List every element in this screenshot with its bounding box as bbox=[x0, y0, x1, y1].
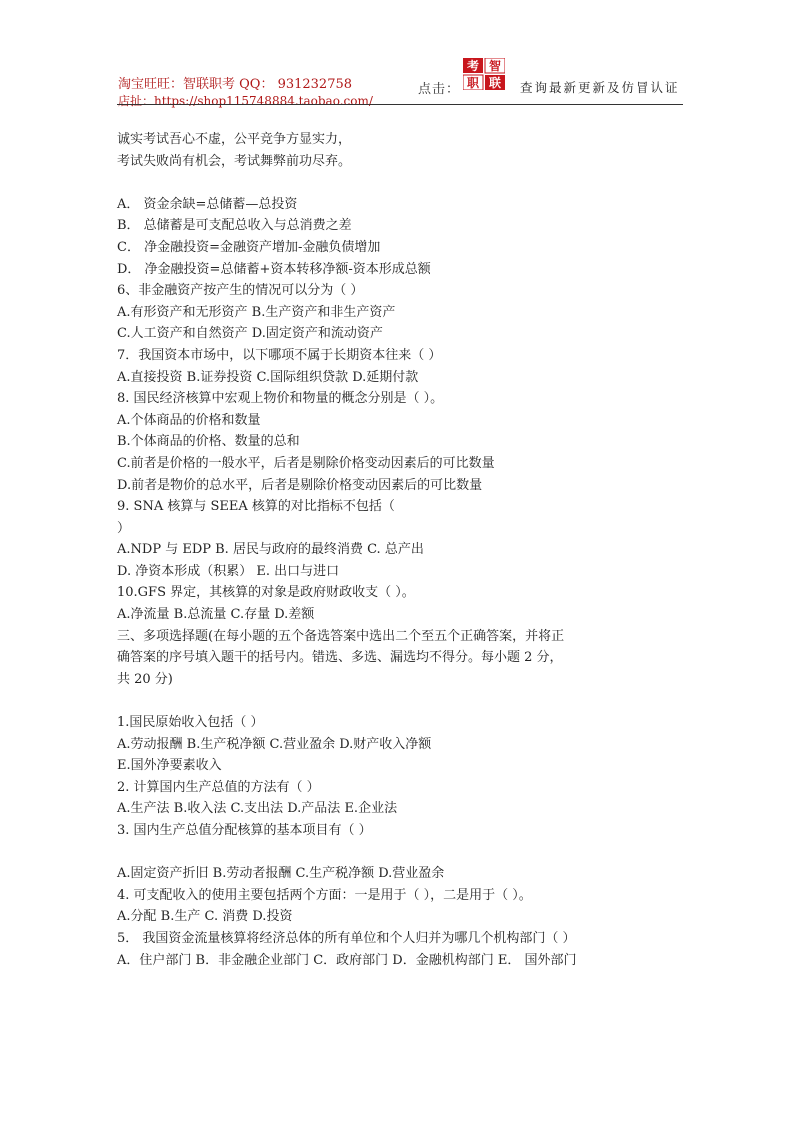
click-label: 点击： bbox=[418, 82, 461, 97]
text-line: 确答案的序号填入题干的括号内。错选、多选、漏选均不得分。每小题 2 分， bbox=[117, 650, 563, 666]
zhilian-logo[interactable] bbox=[463, 58, 505, 90]
text-line: A． 资金余缺=总储蓄—总投资 bbox=[117, 196, 298, 212]
text-line: 10.GFS 界定，其核算的对象是政府财政收支（ ）。 bbox=[117, 585, 415, 601]
text-line: E.国外净要素收入 bbox=[117, 758, 222, 774]
text-line: A.NDP 与 EDP B. 居民与政府的最终消费 C. 总产出 bbox=[117, 542, 424, 558]
text-line: A.有形资产和无形资产 B.生产资产和非生产资产 bbox=[117, 304, 396, 320]
text-line: C． 净金融投资=金融资产增加-金融负债增加 bbox=[117, 239, 381, 255]
text-line: A.生产法 B.收入法 C.支出法 D.产品法 E.企业法 bbox=[117, 801, 398, 817]
logo-char-d: 联 bbox=[488, 76, 502, 90]
text-line: 7．我国资本市场中，以下哪项不属于长期资本往来（ ） bbox=[117, 347, 442, 363]
text-line: 三、多项选择题(在每小题的五个备选答案中选出二个至五个正确答案，并将正 bbox=[117, 628, 565, 644]
text-line: 5． 我国资金流量核算将经济总体的所有单位和个人归并为哪几个机构部门（ ） bbox=[117, 930, 576, 946]
text-line: 9. SNA 核算与 SEEA 核算的对比指标不包括（ bbox=[117, 499, 395, 515]
text-line: 6、非金融资产按产生的情况可以分为（ ） bbox=[117, 283, 364, 299]
text-line: A.固定资产折旧 B.劳动者报酬 C.生产税净额 D.营业盈余 bbox=[117, 866, 445, 882]
logo-char-a: 考 bbox=[466, 59, 480, 73]
text-line: D.前者是物价的总水平，后者是剔除价格变动因素后的可比数量 bbox=[117, 477, 483, 493]
text-line: D． 净金融投资=总储蓄+资本转移净额-资本形成总额 bbox=[117, 261, 431, 277]
text-line: 2. 计算国内生产总值的方法有（ ） bbox=[117, 779, 320, 795]
text-line: C.人工资产和自然资产 D.固定资产和流动资产 bbox=[117, 326, 383, 342]
blank-line bbox=[117, 842, 677, 864]
text-line: A.分配 B.生产 C. 消费 D.投资 bbox=[117, 909, 293, 925]
text-line: 8. 国民经济核算中宏观上物价和物量的概念分别是（ ）。 bbox=[117, 391, 444, 407]
text-line: 3. 国内生产总值分配核算的基本项目有（ ） bbox=[117, 823, 372, 838]
text-line: 共 20 分) bbox=[117, 671, 173, 687]
text-line: 诚实考试吾心不虚，公平竞争方显实力， bbox=[117, 132, 352, 147]
text-line: A.净流量 B.总流量 C.存量 D.差额 bbox=[117, 607, 315, 623]
text-line: B.个体商品的价格、数量的总和 bbox=[117, 434, 300, 450]
text-line: D. 净资本形成（积累） E. 出口与进口 bbox=[117, 563, 340, 579]
document-body bbox=[117, 129, 677, 971]
logo-char-b: 智 bbox=[488, 59, 502, 73]
header-contact-line: 淘宝旺旺：智联职考 QQ： 931232758 bbox=[118, 77, 353, 92]
text-line: A.直接投资 B.证券投资 C.国际组织贷款 D.延期付款 bbox=[117, 369, 419, 385]
text-line: C.前者是价格的一般水平，后者是剔除价格变动因素后的可比数量 bbox=[117, 455, 495, 471]
text-line: A.劳动报酬 B.生产税净额 C.营业盈余 D.财产收入净额 bbox=[117, 736, 432, 752]
header-divider bbox=[117, 104, 683, 105]
text-line: ） bbox=[117, 520, 131, 536]
blank-line bbox=[117, 690, 677, 712]
verify-link[interactable]: 查询最新更新及仿冒认证 bbox=[520, 80, 680, 95]
text-line: 1.国民原始收入包括（ ） bbox=[117, 715, 264, 731]
text-line: B． 总储蓄是可支配总收入与总消费之差 bbox=[117, 218, 352, 234]
text-line: 4. 可支配收入的使用主要包括两个方面：一是用于（ ），二是用于（ ）。 bbox=[117, 887, 532, 903]
logo-char-c: 职 bbox=[466, 76, 480, 90]
text-line: A．住户部门 B．非金融企业部门 C．政府部门 D．金融机构部门 E． 国外部门 bbox=[117, 952, 577, 968]
text-line: A.个体商品的价格和数量 bbox=[117, 412, 261, 428]
blank-line bbox=[117, 172, 677, 194]
text-line: 考试失败尚有机会，考试舞弊前功尽弃。 bbox=[117, 153, 352, 169]
shop-link[interactable]: 店扯：https://shop115748884.taobao.com/ bbox=[118, 94, 373, 108]
